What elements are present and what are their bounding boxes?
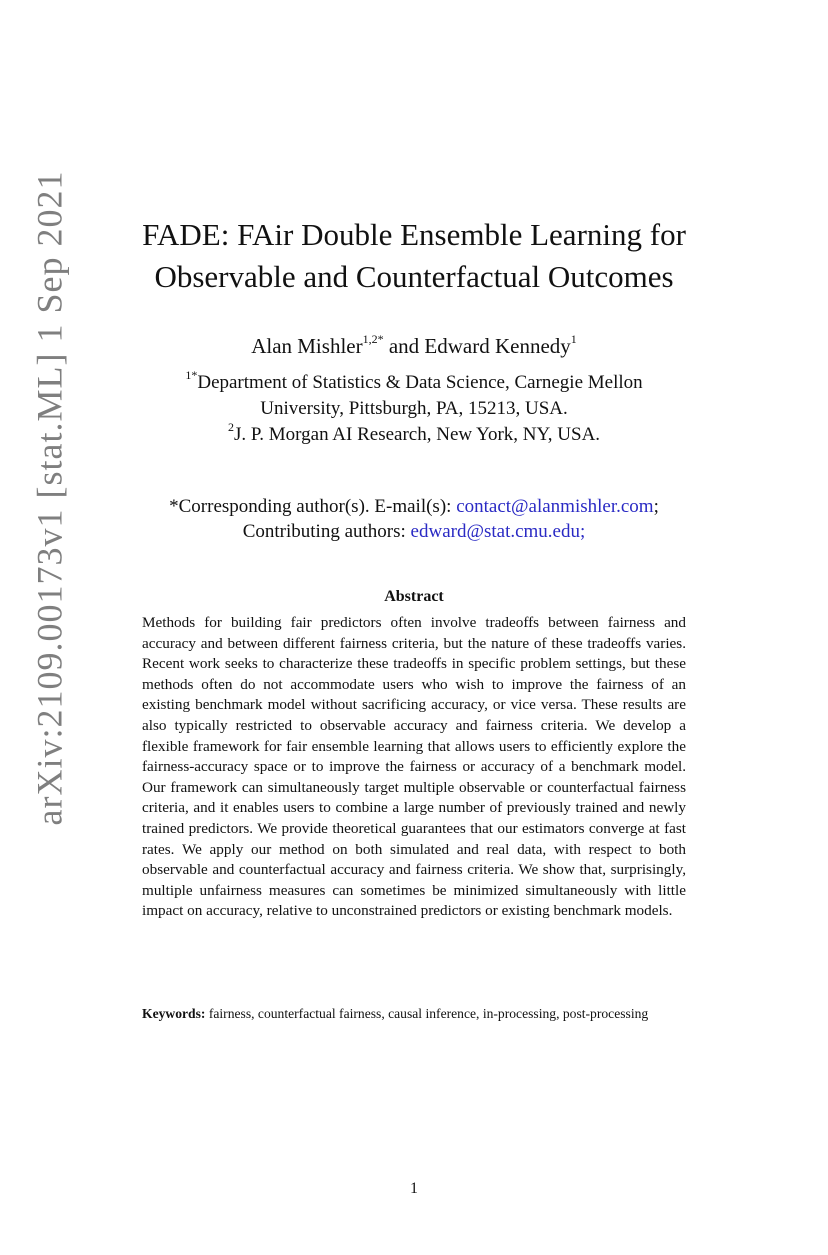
- affiliation-1-text-1: Department of Statistics & Data Science, Carnegie Mellon: [197, 372, 643, 393]
- affiliation-1-mark: 1*: [185, 367, 198, 382]
- abstract-text: Methods for building fair predictors often involve tradeoffs between fairness and accuracy and between different fairness criteria, but the nature of these tradeoffs varies. Recent work seeks to characterize these tradeoffs in specific problem settings, but these methods often do not accommodate users who wish to improve the fairness of an existing benchmark model without sacrificing accuracy, or vice versa. These results are also typically restricted to observable accuracy and fairness criteria. We develop a flexible framework for fair ensemble learning that allows users to efficiently explore the fairness-accuracy space or to improve the fairness or accuracy of a benchmark model. Our framework can simultaneously target multiple observable or counterfactual fairness criteria, and it enables users to combine a large number of previously trained and newly trained predictors. We provide theoretical guarantees that our estimators converge at fast rates. We apply our method on both simulated and real data, with respect to both observable and counterfactual accuracy and fairness criteria. We show that, surprisingly, multiple unfairness measures can sometimes be minimized simultaneously with little impact on accuracy, relative to unconstrained predictors or existing benchmark models.: [142, 614, 686, 920]
- corresponding-author-label: *Corresponding author(s). E-mail(s):: [169, 496, 457, 517]
- author-2-name: Edward Kennedy: [424, 334, 571, 358]
- affiliation-2-line: [100, 419, 728, 448]
- paper-title: [100, 214, 728, 298]
- contributing-authors-label: Contributing authors:: [242, 521, 411, 542]
- affiliation-1-line-2: University, Pittsburgh, PA, 15213, USA.: [260, 398, 568, 419]
- author-1-affiliation-mark: 1,2*: [362, 332, 384, 346]
- page-number: 1: [410, 1180, 418, 1197]
- author-2-affiliation-mark: 1: [570, 332, 577, 346]
- affiliation-2-mark: 2: [227, 419, 234, 434]
- correspondence-block: [60, 494, 768, 544]
- contributing-email-link[interactable]: edward@stat.cmu.edu: [410, 521, 580, 542]
- author-1-name: Alan Mishler: [251, 334, 363, 358]
- corresponding-author-line: [60, 494, 768, 519]
- affiliations: [100, 367, 728, 448]
- title-line-2: Observable and Counterfactual Outcomes: [154, 259, 674, 294]
- author-list: [100, 333, 728, 359]
- arxiv-stamp-text: arXiv:2109.00173v1 [stat.ML] 1 Sep 2021: [29, 170, 69, 826]
- affiliation-1-line-1: [100, 367, 728, 396]
- contributing-separator: ;: [580, 521, 586, 542]
- keywords-label: Keywords:: [142, 1006, 206, 1021]
- contributing-authors-line: [60, 519, 768, 544]
- keywords-text: fairness, counterfactual fairness, causal inference, in-processing, post-processing: [205, 1006, 649, 1021]
- corresponding-email-link[interactable]: contact@alanmishler.com: [456, 496, 654, 517]
- author-conjunction: and: [383, 334, 425, 358]
- affiliation-2-text: J. P. Morgan AI Research, New York, NY, USA.: [233, 424, 601, 445]
- abstract-heading: Abstract: [384, 588, 444, 605]
- title-line-1: FADE: FAir Double Ensemble Learning for: [142, 217, 686, 252]
- keywords-block: [142, 1005, 690, 1023]
- corresponding-separator: ;: [653, 496, 659, 517]
